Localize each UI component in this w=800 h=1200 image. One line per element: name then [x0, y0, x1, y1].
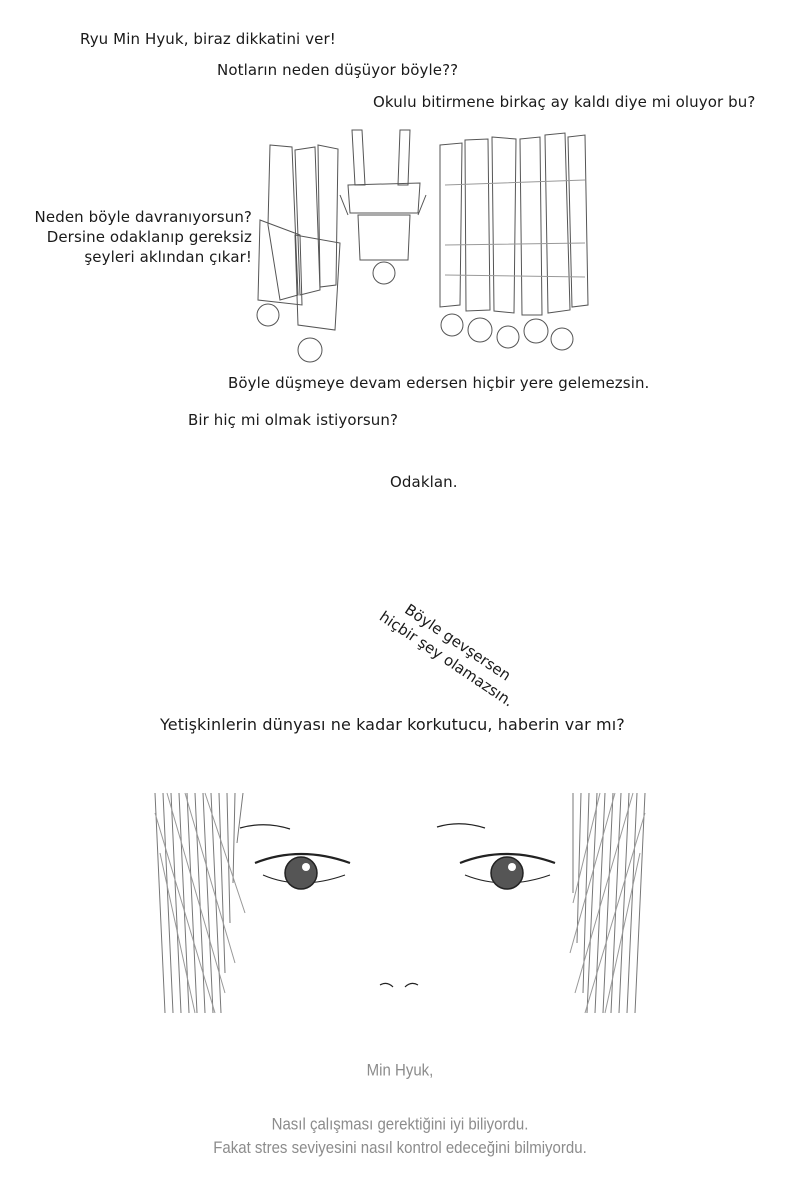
speech-line: Böyle düşmeye devam edersen hiçbir yere gelemezsin.	[228, 374, 650, 392]
speech-line-tilted: Böyle gevşersen hiçbir şey olamazsın.	[376, 600, 518, 711]
speech-line: Neden böyle davranıyorsun? Dersine odaklanıp gereksiz şeyleri aklından çıkar!	[34, 208, 252, 266]
speech-line: Notların neden düşüyor böyle??	[217, 61, 459, 79]
caption-name: Min Hyuk,	[366, 1060, 434, 1081]
speech-line: Bir hiç mi olmak istiyorsun?	[188, 411, 399, 429]
speech-line: Odaklan.	[390, 473, 458, 491]
speech-line: Ryu Min Hyuk, biraz dikkatini ver!	[80, 30, 336, 48]
eyes-sketch	[155, 793, 645, 1015]
adults-sketch	[240, 125, 600, 375]
caption-body: Nasıl çalışması gerektiğini iyi biliyordu. Fakat stres seviyesini nasıl kontrol edeceğini bilmiyordu.	[213, 1114, 587, 1158]
speech-line: Yetişkinlerin dünyası ne kadar korkutucu, haberin var mı?	[160, 715, 625, 734]
speech-line: Okulu bitirmene birkaç ay kaldı diye mi oluyor bu?	[373, 93, 756, 111]
